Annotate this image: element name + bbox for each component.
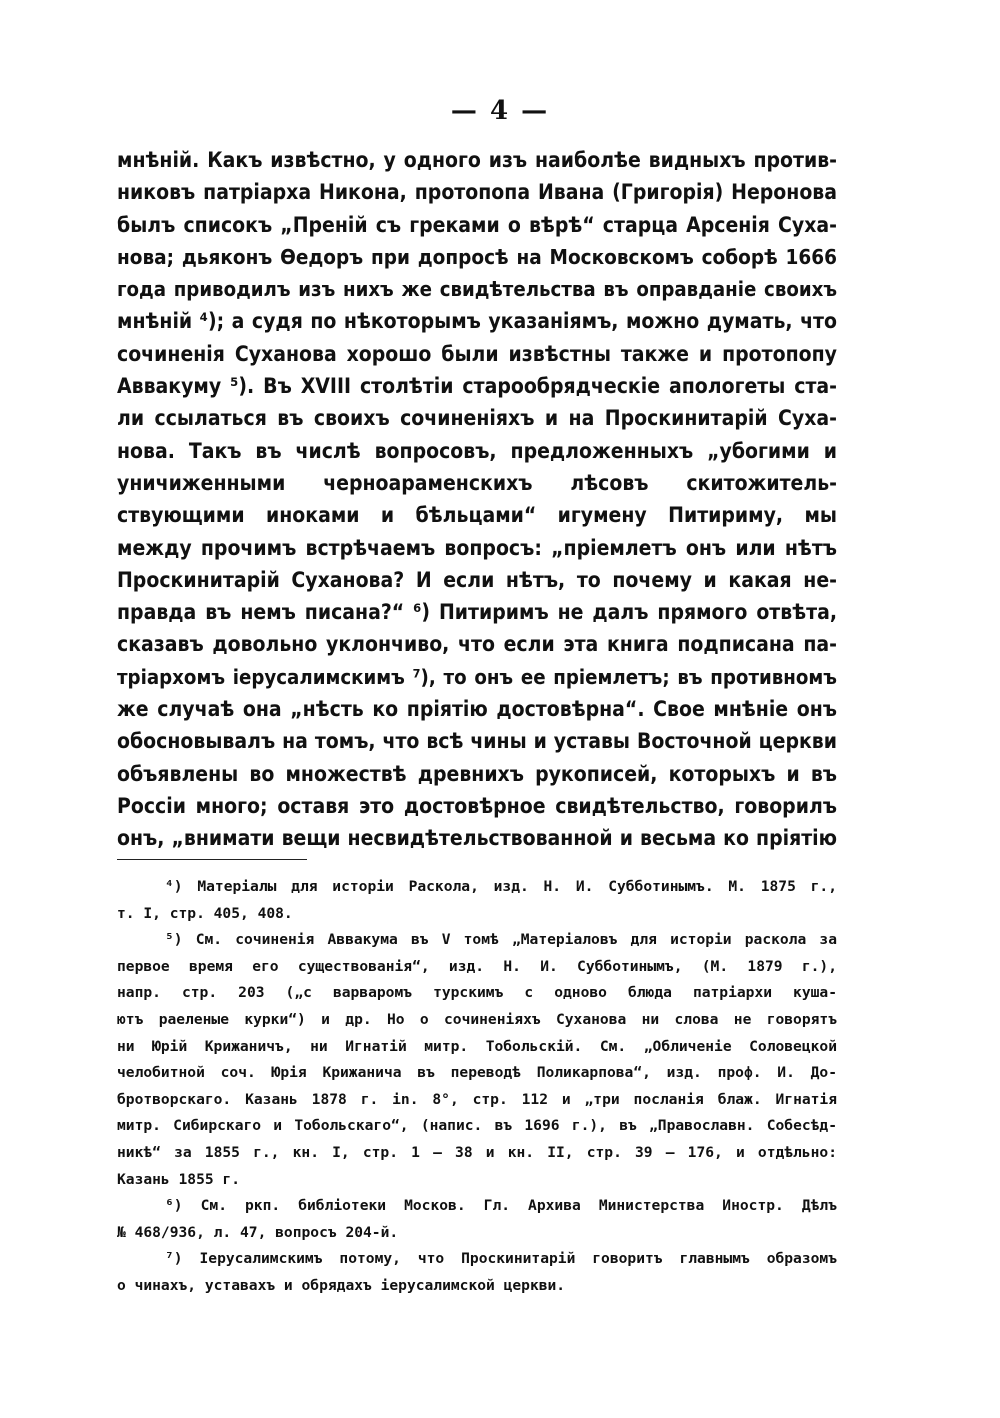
text-line: объявлены во множествѣ древнихъ рукописей, которыхъ и въ <box>117 761 837 786</box>
footnote-line: о чинахъ, уставахъ и обрядахъ іерусалимской церкви. <box>117 1276 566 1294</box>
footnote-6 <box>117 1193 837 1246</box>
text-line: никовъ патріарха Никона, протопопа Ивана (Григорія) Неронова <box>117 180 837 205</box>
text-line: нова; дьяконъ Ѳедоръ при допросѣ на Московскомъ соборѣ 1666 <box>117 244 837 269</box>
footnotes <box>117 874 837 1300</box>
text-line: обосновывалъ на томъ, что всѣ чины и уставы Восточной церкви <box>117 729 837 754</box>
footnote-line: ютъ раеленые курки“) и др. Но о сочиненіяхъ Суханова ни слова не говорятъ <box>117 1010 837 1028</box>
text-line: ли ссылаться въ своихъ сочиненіяхъ и на Проскинитарій Суха- <box>117 406 837 431</box>
footnote-line: митр. Сибирскаго и Тобольскаго“, (напис. въ 1696 г.), въ „Православн. Собесѣд- <box>117 1117 837 1135</box>
text-line: сочиненія Суханова хорошо были извѣстны также и протопопу <box>117 341 837 366</box>
footnote-5 <box>117 927 837 1193</box>
text-line: былъ списокъ „Преній съ греками о вѣрѣ“ старца Арсенія Суха- <box>117 212 837 237</box>
footnote-divider <box>117 859 307 860</box>
footnote-line: бротворскаго. Казань 1878 г. in. 8°, стр. 112 и „три посланія блаж. Игнатія <box>117 1090 837 1108</box>
footnote-line: т. I, стр. 405, 408. <box>117 904 293 922</box>
footnote-line: Казань 1855 г. <box>117 1170 241 1188</box>
page-number: — 4 — <box>450 96 550 126</box>
text-line: мнѣній. Какъ извѣстно, у одного изъ наиболѣе видныхъ против- <box>117 148 837 172</box>
text-line: Россіи много; оставя это достовѣрное свидѣтельство, говорилъ <box>117 793 837 818</box>
text-line: же случаѣ она „нѣсть ко пріятію достовѣрна“. Свое мнѣніе онъ <box>117 697 837 722</box>
text-line: сказавъ довольно уклончиво, что если эта книга подписана па- <box>117 632 837 657</box>
text-line: Проскинитарій Суханова? И если нѣтъ, то почему и какая не- <box>117 567 837 592</box>
text-line: правда въ немъ писана?“ ⁶) Питиримъ не далъ прямого отвѣта, <box>117 600 837 625</box>
text-line: между прочимъ встрѣчаемъ вопросъ: „пріемлетъ онъ или нѣтъ <box>117 535 837 560</box>
footnote-line: ⁴) Матеріалы для исторіи Раскола, изд. Н. И. Субботинымъ. М. 1875 г., <box>165 878 837 895</box>
footnote-line: ⁷) Іерусалимскимъ потому, что Проскинитарій говоритъ главнымъ образомъ <box>165 1250 837 1268</box>
footnote-line: напр. стр. 203 („с варваромъ турскимъ с одново блюда патріархи куша- <box>117 984 837 1002</box>
main-text <box>117 144 837 855</box>
text-line: тріархомъ іерусалимскимъ ⁷), то онъ ее пріемлетъ; въ противномъ <box>117 664 837 689</box>
footnote-line: первое время его существованія“, изд. Н. И. Субботинымъ, (М. 1879 г.), <box>117 957 837 975</box>
footnote-line: ⁵) См. сочиненія Аввакума въ V томѣ „Матеріаловъ для исторіи раскола за <box>165 931 837 949</box>
footnote-line: ⁶) См. ркп. библіотеки Москов. Гл. Архива Министерства Иностр. Дѣлъ <box>165 1197 837 1215</box>
text-line: года приводилъ изъ нихъ же свидѣтельства въ оправданіе своихъ <box>117 277 837 302</box>
footnote-line: ни Юрій Крижаничъ, ни Игнатій митр. Тобольскій. См. „Обличеніе Соловецкой <box>117 1037 837 1055</box>
text-line: нова. Такъ въ числѣ вопросовъ, предложенныхъ „убогими и <box>117 438 837 463</box>
footnote-line: никѣ“ за 1855 г., кн. I, стр. 1 — 38 и кн. II, стр. 39 — 176, и отдѣльно: <box>117 1143 837 1161</box>
footnote-7 <box>117 1246 837 1299</box>
text-line: мнѣній ⁴); а судя по нѣкоторымъ указаніямъ, можно думать, что <box>117 309 837 334</box>
footnote-line: челобитной соч. Юрія Крижанича въ переводѣ Поликарпова“, изд. проф. И. До- <box>117 1064 837 1082</box>
text-line: онъ, „внимати вещи несвидѣтельствованной и весьма ко пріятію <box>117 826 837 851</box>
text-line: ствующими иноками и бѣльцами“ игумену Питириму, мы <box>117 503 837 528</box>
text-line: уничиженными черноараменскихъ лѣсовъ скитожитель- <box>117 470 837 495</box>
footnote-line: № 468/936, л. 47, вопросъ 204-й. <box>117 1223 399 1241</box>
footnote-4 <box>117 874 837 927</box>
text-line: Аввакуму ⁵). Въ XVIII столѣтіи старообрядческіе апологеты ста- <box>117 374 837 399</box>
